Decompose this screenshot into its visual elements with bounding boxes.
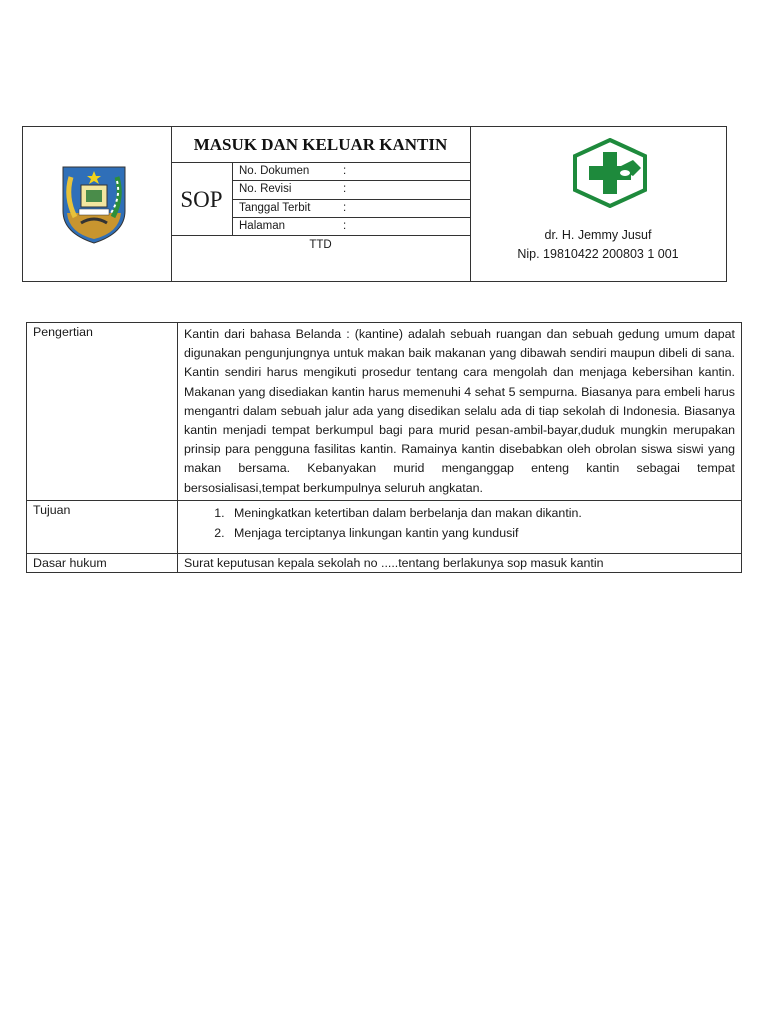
list-item: 1. Meningkatkan ketertiban dalam berbelanja dan makan dikantin. bbox=[228, 503, 735, 523]
meta-row-halaman bbox=[233, 218, 470, 236]
text-pengertian: Kantin dari bahasa Belanda : (kantine) adalah sebuah ruangan dan sebuah gedung umum dapat digunakan pengunjungnya untuk makan baik makanan yang dibawah sendiri maupun dibeli di sana. Kantin sendiri harus mengikuti prosedur tentang cara mengolah dan menjaga kebersihan kantin. Makanan yang disediakan kantin harus memenuhi 4 sehat 5 sempurna. Biasanya para embeli harus mengantri dalam sebuah jalur ada yang disedikan selalu ada di tiap sekolah di Indonesia. Biasanya kantin menjadi tempat berkumpul bagi para murid pesan-ambil-bayar,duduk mungkin merupakan prinsip para pengguna fasilitas kantin. Ramainya kantin disebabkan oleh obrolan siswa siswi yang makan bersama. Kebanyakan murid menganggap enteng kantin sebagai tempat bersosialisasi,tempat berkumpulnya seluruh angkatan. bbox=[178, 323, 742, 501]
health-cross-logo-icon bbox=[571, 138, 649, 208]
signatory-name: dr. H. Jemmy Jusuf bbox=[544, 228, 652, 242]
meta-row-no-revisi bbox=[233, 181, 470, 199]
signature-cell bbox=[470, 127, 726, 281]
meta-label: Tanggal Terbit bbox=[239, 201, 311, 214]
row-tujuan bbox=[27, 500, 742, 553]
meta-row-tanggal-terbit bbox=[233, 200, 470, 218]
document-title: MASUK DAN KELUAR KANTIN bbox=[171, 127, 470, 163]
list-item: 2. Menjaga terciptanya linkungan kantin yang kundusif bbox=[228, 523, 735, 543]
sop-content-table bbox=[26, 322, 742, 573]
meta-row-no-dokumen bbox=[233, 163, 470, 181]
meta-label: No. Dokumen bbox=[239, 165, 310, 177]
logo-cell bbox=[23, 127, 172, 281]
label-dasar-hukum: Dasar hukum bbox=[27, 553, 178, 572]
text-dasar-hukum: Surat keputusan kepala sekolah no .....tentang berlakunya sop masuk kantin bbox=[178, 553, 742, 572]
sop-label: SOP bbox=[171, 163, 233, 236]
regency-coat-of-arms-icon bbox=[59, 163, 129, 245]
tujuan-list bbox=[184, 503, 735, 543]
row-pengertian bbox=[27, 323, 742, 501]
row-dasar-hukum bbox=[27, 553, 742, 572]
meta-colon: : bbox=[343, 219, 347, 232]
title-cell bbox=[171, 127, 471, 281]
meta-label: No. Revisi bbox=[239, 183, 292, 196]
label-pengertian: Pengertian bbox=[27, 323, 178, 501]
meta-label: Halaman bbox=[239, 219, 286, 232]
meta-rows bbox=[233, 163, 470, 236]
signatory-nip: Nip. 19810422 200803 1 001 bbox=[517, 247, 679, 261]
label-tujuan: Tujuan bbox=[27, 500, 178, 553]
meta-colon: : bbox=[343, 201, 347, 214]
meta-colon: : bbox=[343, 165, 347, 177]
meta-colon: : bbox=[343, 183, 347, 196]
ttd-label: TTD bbox=[309, 239, 332, 251]
sop-header bbox=[22, 126, 727, 282]
tujuan-cell bbox=[178, 500, 742, 553]
